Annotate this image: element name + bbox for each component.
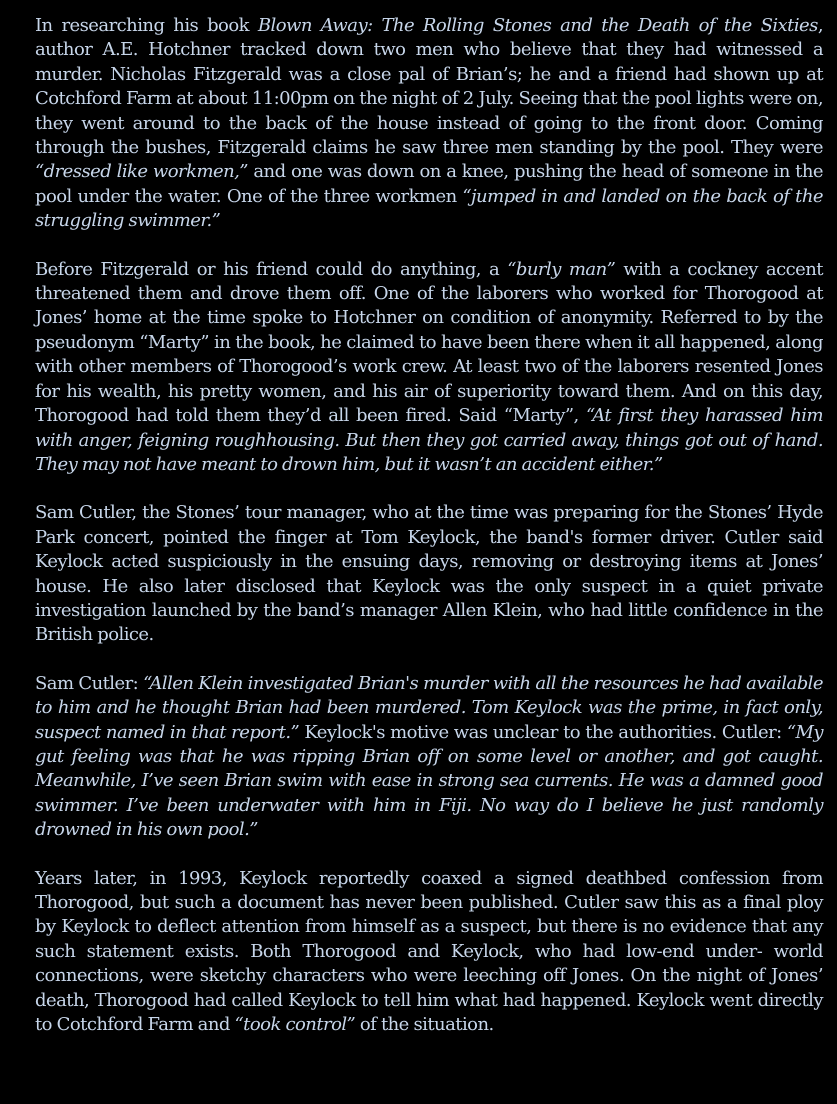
- body-text: Sam Cutler, the Stones’ tour manager, who at the time was preparing for the Stones’ Hyde Park concert, pointed the finger at Tom Keylock, the band's former driver. Cutler said Keylock acted suspiciously in the ensuing days, removing or destroying items at Jones’ house. He also later disclosed that Keylock was the only suspect in a quiet private investigation launched by the band’s manager Allen Klein, who had little confidence in the British police.: [35, 502, 823, 646]
- body-text: Keylock's motive was unclear to the authorities. Cutler:: [299, 721, 787, 743]
- paragraph-burly-man: [35, 258, 823, 478]
- body-text: Before Fitzgerald or his friend could do anything, a: [35, 258, 508, 280]
- italic-quote-text: “dressed like workmen,”: [35, 161, 248, 183]
- body-text: and one was down on a knee, pushing the head of someone in the pool under the water. One of the three workmen: [35, 161, 823, 207]
- italic-quote-text: “took control”: [234, 1014, 356, 1036]
- body-text: with a cockney accent threatened them and drove them off. One of the laborers who worked for Thorogood at Jones’ home at the time spoke to Hotchner on condition of anonymity. Referred to by the pseudonym “Marty” in the book, he claimed to have been there when it all happened, along with other members of Thorogood’s work crew. At least two of the laborers resented Jones for his wealth, his pretty women, and his air of superiority toward them. And on this day, Thorogood had told them they’d all been fired. Said “Marty”,: [35, 258, 823, 427]
- italic-quote-text: “jumped in and landed on the back of the struggling swimmer.”: [35, 185, 823, 232]
- body-text: , author A.E. Hotchner tracked down two men who believe that they had witnessed a murder. Nicholas Fitzgerald was a close pal of Brian’s; he and a friend had shown up at Cotchford Farm at about 11:00pm on the night of 2 July. Seeing that the pool lights were on, they went around to the back of the house instead of going to the front door. Coming through the bushes, Fitzgerald claims he saw three men standing by the pool. They were: [35, 15, 824, 159]
- body-text: Sam Cutler:: [35, 672, 144, 694]
- paragraph-fitzgerald-witness: [35, 14, 823, 234]
- italic-quote-text: “My gut feeling was that he was ripping Brian off on some level or another, and got caught. Meanwhile, I’ve seen Brian swim with ease in strong sea currents. He was a damned good swimmer. I’ve been underwater with him in Fiji. No way do I believe he just randomly drowned in his own pool.”: [35, 721, 824, 841]
- paragraph-cutler-quotes: [35, 672, 823, 843]
- italic-quote-text: “burly man”: [507, 258, 616, 280]
- body-text: of the situation.: [355, 1014, 494, 1036]
- paragraph-deathbed-confession: [35, 867, 823, 1038]
- body-text: In researching his book: [35, 15, 258, 36]
- italic-quote-text: Blown Away: The Rolling Stones and the Death of the Sixties: [257, 15, 818, 36]
- body-text: Years later, in 1993, Keylock reportedly coaxed a signed deathbed confession from Thorogood, but such a document has never been published. Cutler saw this as a final ploy by Keylock to deflect attention from himself as a suspect, but there is no evidence that any such statement exists. Both Thorogood and Keylock, who had low-end under- world connections, were sketchy characters who were leeching off Jones. On the night of Jones’ death, Thorogood had called Keylock to tell him what had happened. Keylock went directly to Cotchford Farm and: [35, 867, 823, 1036]
- italic-quote-text: “At first they harassed him with anger, feigning roughhousing. But then they got carried away, things got out of hand. They may not have meant to drown him, but it wasn’t an accident either.”: [35, 405, 823, 475]
- paragraph-sam-cutler-keylock: [35, 501, 823, 647]
- italic-quote-text: “Allen Klein investigated Brian's murder with all the resources he had available to him and he thought Brian had been murdered. Tom Keylock was the prime, in fact only, suspect named in that report.”: [35, 672, 823, 743]
